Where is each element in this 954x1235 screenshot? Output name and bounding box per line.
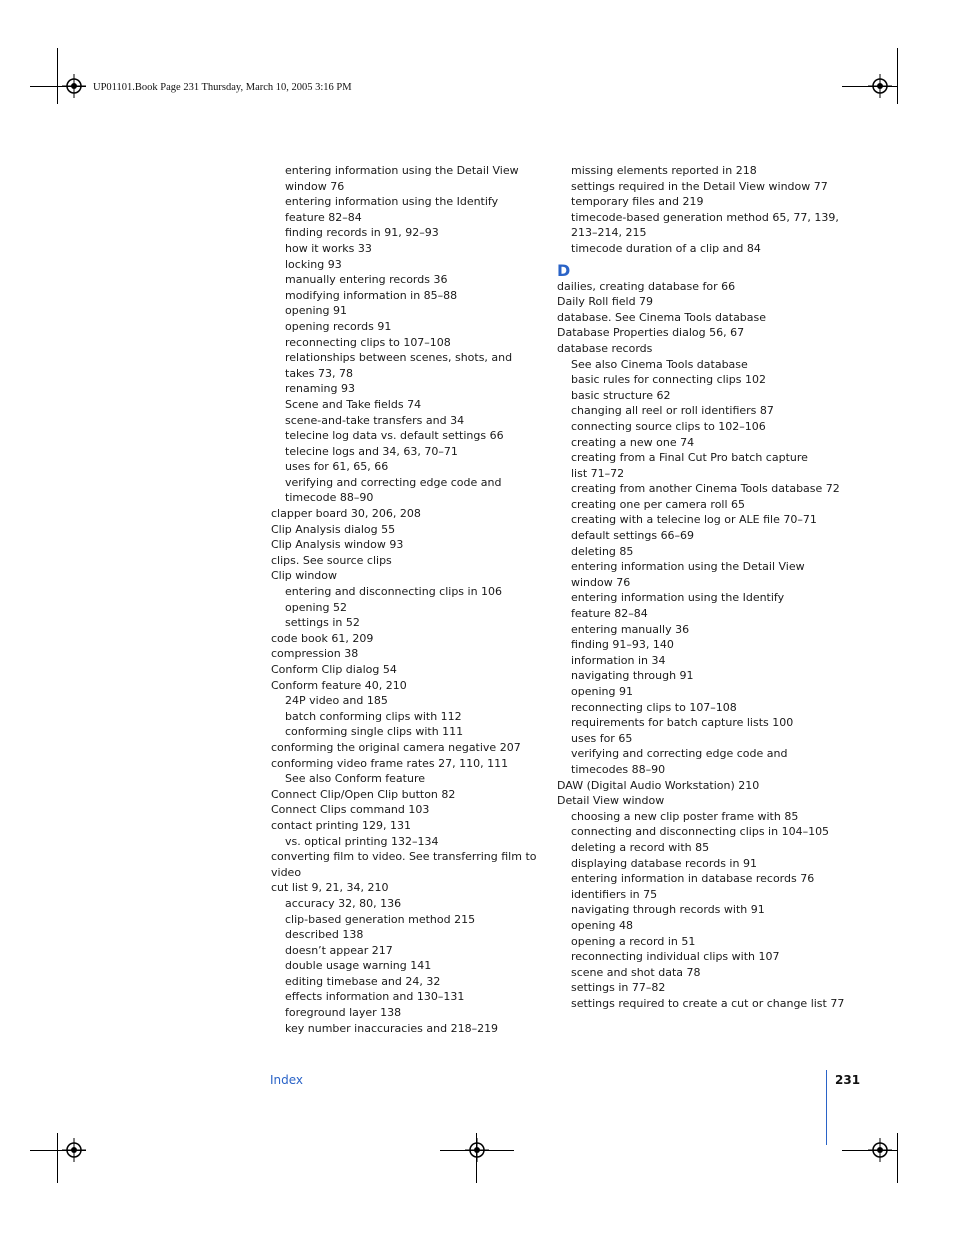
index-subentry: opening records 91 xyxy=(285,319,392,333)
index-entry: dailies, creating database for 66 xyxy=(557,279,736,293)
index-entry: database. See Cinema Tools database xyxy=(557,310,767,324)
index-subentry: takes 73, 78 xyxy=(285,366,354,380)
index-subentry: timecode-based generation method 65, 77, 139, xyxy=(571,210,839,224)
index-column-right xyxy=(557,163,845,1011)
index-subentry: temporary files and 219 xyxy=(571,195,704,209)
index-subentry: information in 34 xyxy=(571,653,666,667)
index-subentry: modifying information in 85–88 xyxy=(285,288,458,302)
index-subentry: changing all reel or roll identifiers 87 xyxy=(571,404,774,418)
index-subentry: timecode 88–90 xyxy=(285,491,374,505)
index-subentry: double usage warning 141 xyxy=(285,959,432,973)
crop-mark xyxy=(897,1133,898,1183)
index-subentry: accuracy 32, 80, 136 xyxy=(285,896,402,910)
index-entry: clips. See source clips xyxy=(271,553,392,567)
index-subentry: settings required to create a cut or change list 77 xyxy=(571,996,845,1010)
footer-divider xyxy=(826,1070,827,1145)
index-subentry: feature 82–84 xyxy=(285,210,362,224)
index-subentry: 213–214, 215 xyxy=(571,226,647,240)
index-subentry: foreground layer 138 xyxy=(285,1006,402,1020)
index-subentry: 24P video and 185 xyxy=(285,694,388,708)
index-subentry: verifying and correcting edge code and xyxy=(285,475,502,489)
index-subentry: scene and shot data 78 xyxy=(571,965,701,979)
print-header: UP01101.Book Page 231 Thursday, March 10, 2005 3:16 PM xyxy=(93,82,352,93)
index-subentry: entering information in database records 76 xyxy=(571,872,815,886)
index-subentry: timecodes 88–90 xyxy=(571,762,666,776)
index-subentry: basic rules for connecting clips 102 xyxy=(571,373,766,387)
registration-mark-icon xyxy=(62,1138,86,1162)
index-subentry: feature 82–84 xyxy=(571,607,648,621)
index-entry: converting film to video. See transferring film to xyxy=(271,850,537,864)
index-entry: Detail View window xyxy=(557,794,665,808)
index-subentry: window 76 xyxy=(571,575,631,589)
index-subentry: scene-and-take transfers and 34 xyxy=(285,413,465,427)
registration-mark-icon xyxy=(868,1138,892,1162)
index-entry: video xyxy=(271,865,302,879)
index-subentry: finding 91–93, 140 xyxy=(571,638,674,652)
index-entry: Conform feature 40, 210 xyxy=(271,678,407,692)
registration-mark-icon xyxy=(62,74,86,98)
index-subentry: telecine log data vs. default settings 66 xyxy=(285,429,504,443)
index-subentry: opening 91 xyxy=(285,304,347,318)
index-subentry: telecine logs and 34, 63, 70–71 xyxy=(285,444,458,458)
index-subentry: missing elements reported in 218 xyxy=(571,164,757,177)
crop-mark xyxy=(57,48,58,104)
index-subentry: window 76 xyxy=(285,179,345,193)
index-subentry: creating from another Cinema Tools database 72 xyxy=(571,482,840,496)
index-subentry: key number inaccuracies and 218–219 xyxy=(285,1021,499,1035)
index-subentry: navigating through 91 xyxy=(571,669,694,683)
crop-mark xyxy=(897,48,898,104)
index-subentry: uses for 65 xyxy=(571,731,633,745)
index-subentry: doesn’t appear 217 xyxy=(285,943,393,957)
index-subentry: identifiers in 75 xyxy=(571,887,658,901)
index-subentry: displaying database records in 91 xyxy=(571,856,757,870)
index-subentry: See also Conform feature xyxy=(285,772,426,786)
index-subentry: creating one per camera roll 65 xyxy=(571,497,746,511)
index-subentry: entering and disconnecting clips in 106 xyxy=(285,585,503,599)
index-entry: conforming video frame rates 27, 110, 111 xyxy=(271,756,509,770)
index-subentry: entering information using the Detail View xyxy=(571,560,805,574)
index-subentry: choosing a new clip poster frame with 85 xyxy=(571,809,799,823)
index-subentry: entering information using the Identify xyxy=(571,591,785,605)
index-subentry: how it works 33 xyxy=(285,241,372,255)
index-subentry: deleting 85 xyxy=(571,544,634,558)
index-subentry: relationships between scenes, shots, and xyxy=(285,351,513,365)
index-subentry: opening 91 xyxy=(571,685,633,698)
index-subentry: opening a record in 51 xyxy=(571,934,696,948)
registration-mark-icon xyxy=(465,1138,489,1162)
index-subentry: reconnecting individual clips with 107 xyxy=(571,950,780,964)
index-subentry: list 71–72 xyxy=(571,466,625,480)
index-entry: compression 38 xyxy=(271,647,359,661)
index-entry: Clip window xyxy=(271,569,338,583)
index-subentry: See also Cinema Tools database xyxy=(571,357,748,371)
index-entry: contact printing 129, 131 xyxy=(271,818,411,832)
index-subentry: Scene and Take fields 74 xyxy=(285,397,422,411)
index-subentry: connecting source clips to 102–106 xyxy=(571,419,766,433)
index-subentry: settings in 77–82 xyxy=(571,981,666,995)
index-entry: Clip Analysis dialog 55 xyxy=(271,522,396,536)
index-subentry: requirements for batch capture lists 100 xyxy=(571,716,794,730)
index-entry: Database Properties dialog 56, 67 xyxy=(557,326,745,340)
index-subentry: reconnecting clips to 107–108 xyxy=(285,335,451,349)
index-subentry: described 138 xyxy=(285,928,364,942)
index-subentry: default settings 66–69 xyxy=(571,529,695,543)
index-subentry: reconnecting clips to 107–108 xyxy=(571,700,737,714)
index-subentry: batch conforming clips with 112 xyxy=(285,709,462,723)
index-subentry: manually entering records 36 xyxy=(285,273,448,287)
index-subentry: conforming single clips with 111 xyxy=(285,725,464,739)
index-entry: DAW (Digital Audio Workstation) 210 xyxy=(557,778,760,792)
index-subentry: opening 52 xyxy=(285,600,347,614)
index-subentry: locking 93 xyxy=(285,257,342,271)
index-subentry: connecting and disconnecting clips in 104–105 xyxy=(571,825,830,839)
index-entry: conforming the original camera negative 207 xyxy=(271,740,521,754)
index-subentry: entering information using the Detail View xyxy=(285,164,519,177)
index-subentry: settings in 52 xyxy=(285,616,360,630)
index-entry: Connect Clip/Open Clip button 82 xyxy=(271,787,456,801)
index-subentry: verifying and correcting edge code and xyxy=(571,747,788,761)
index-subentry: entering manually 36 xyxy=(571,622,690,636)
index-subentry: editing timebase and 24, 32 xyxy=(285,974,441,988)
footer-section-label: Index xyxy=(270,1073,304,1087)
index-subentry: creating with a telecine log or ALE file 70–71 xyxy=(571,513,817,527)
index-entry: database records xyxy=(557,341,653,355)
index-subentry: finding records in 91, 92–93 xyxy=(285,226,439,240)
index-subentry: renaming 93 xyxy=(285,382,355,396)
index-subentry: uses for 61, 65, 66 xyxy=(285,460,389,474)
index-subentry: timecode duration of a clip and 84 xyxy=(571,241,761,255)
index-column-left xyxy=(271,163,537,1036)
index-subentry: vs. optical printing 132–134 xyxy=(285,834,439,848)
index-subentry: navigating through records with 91 xyxy=(571,903,765,917)
index-subentry: opening 48 xyxy=(571,918,633,932)
index-entry: cut list 9, 21, 34, 210 xyxy=(271,881,389,895)
registration-mark-icon xyxy=(868,74,892,98)
index-entry: code book 61, 209 xyxy=(271,631,374,645)
index-entry: Clip Analysis window 93 xyxy=(271,538,404,552)
index-subentry: basic structure 62 xyxy=(571,388,671,402)
index-subentry: clip-based generation method 215 xyxy=(285,912,476,926)
crop-mark xyxy=(57,1133,58,1183)
index-subentry: settings required in the Detail View window 77 xyxy=(571,179,828,193)
index-entry: Connect Clips command 103 xyxy=(271,803,430,817)
page-number: 231 xyxy=(835,1073,861,1087)
index-subentry: creating from a Final Cut Pro batch capture xyxy=(571,451,808,465)
index-entry: clapper board 30, 206, 208 xyxy=(271,507,421,521)
index-subentry: effects information and 130–131 xyxy=(285,990,465,1004)
index-letter-heading: D xyxy=(557,260,571,280)
index-subentry: entering information using the Identify xyxy=(285,195,499,209)
index-subentry: deleting a record with 85 xyxy=(571,840,710,854)
index-entry: Daily Roll field 79 xyxy=(557,295,654,309)
index-entry: Conform Clip dialog 54 xyxy=(271,663,397,676)
index-subentry: creating a new one 74 xyxy=(571,435,695,449)
